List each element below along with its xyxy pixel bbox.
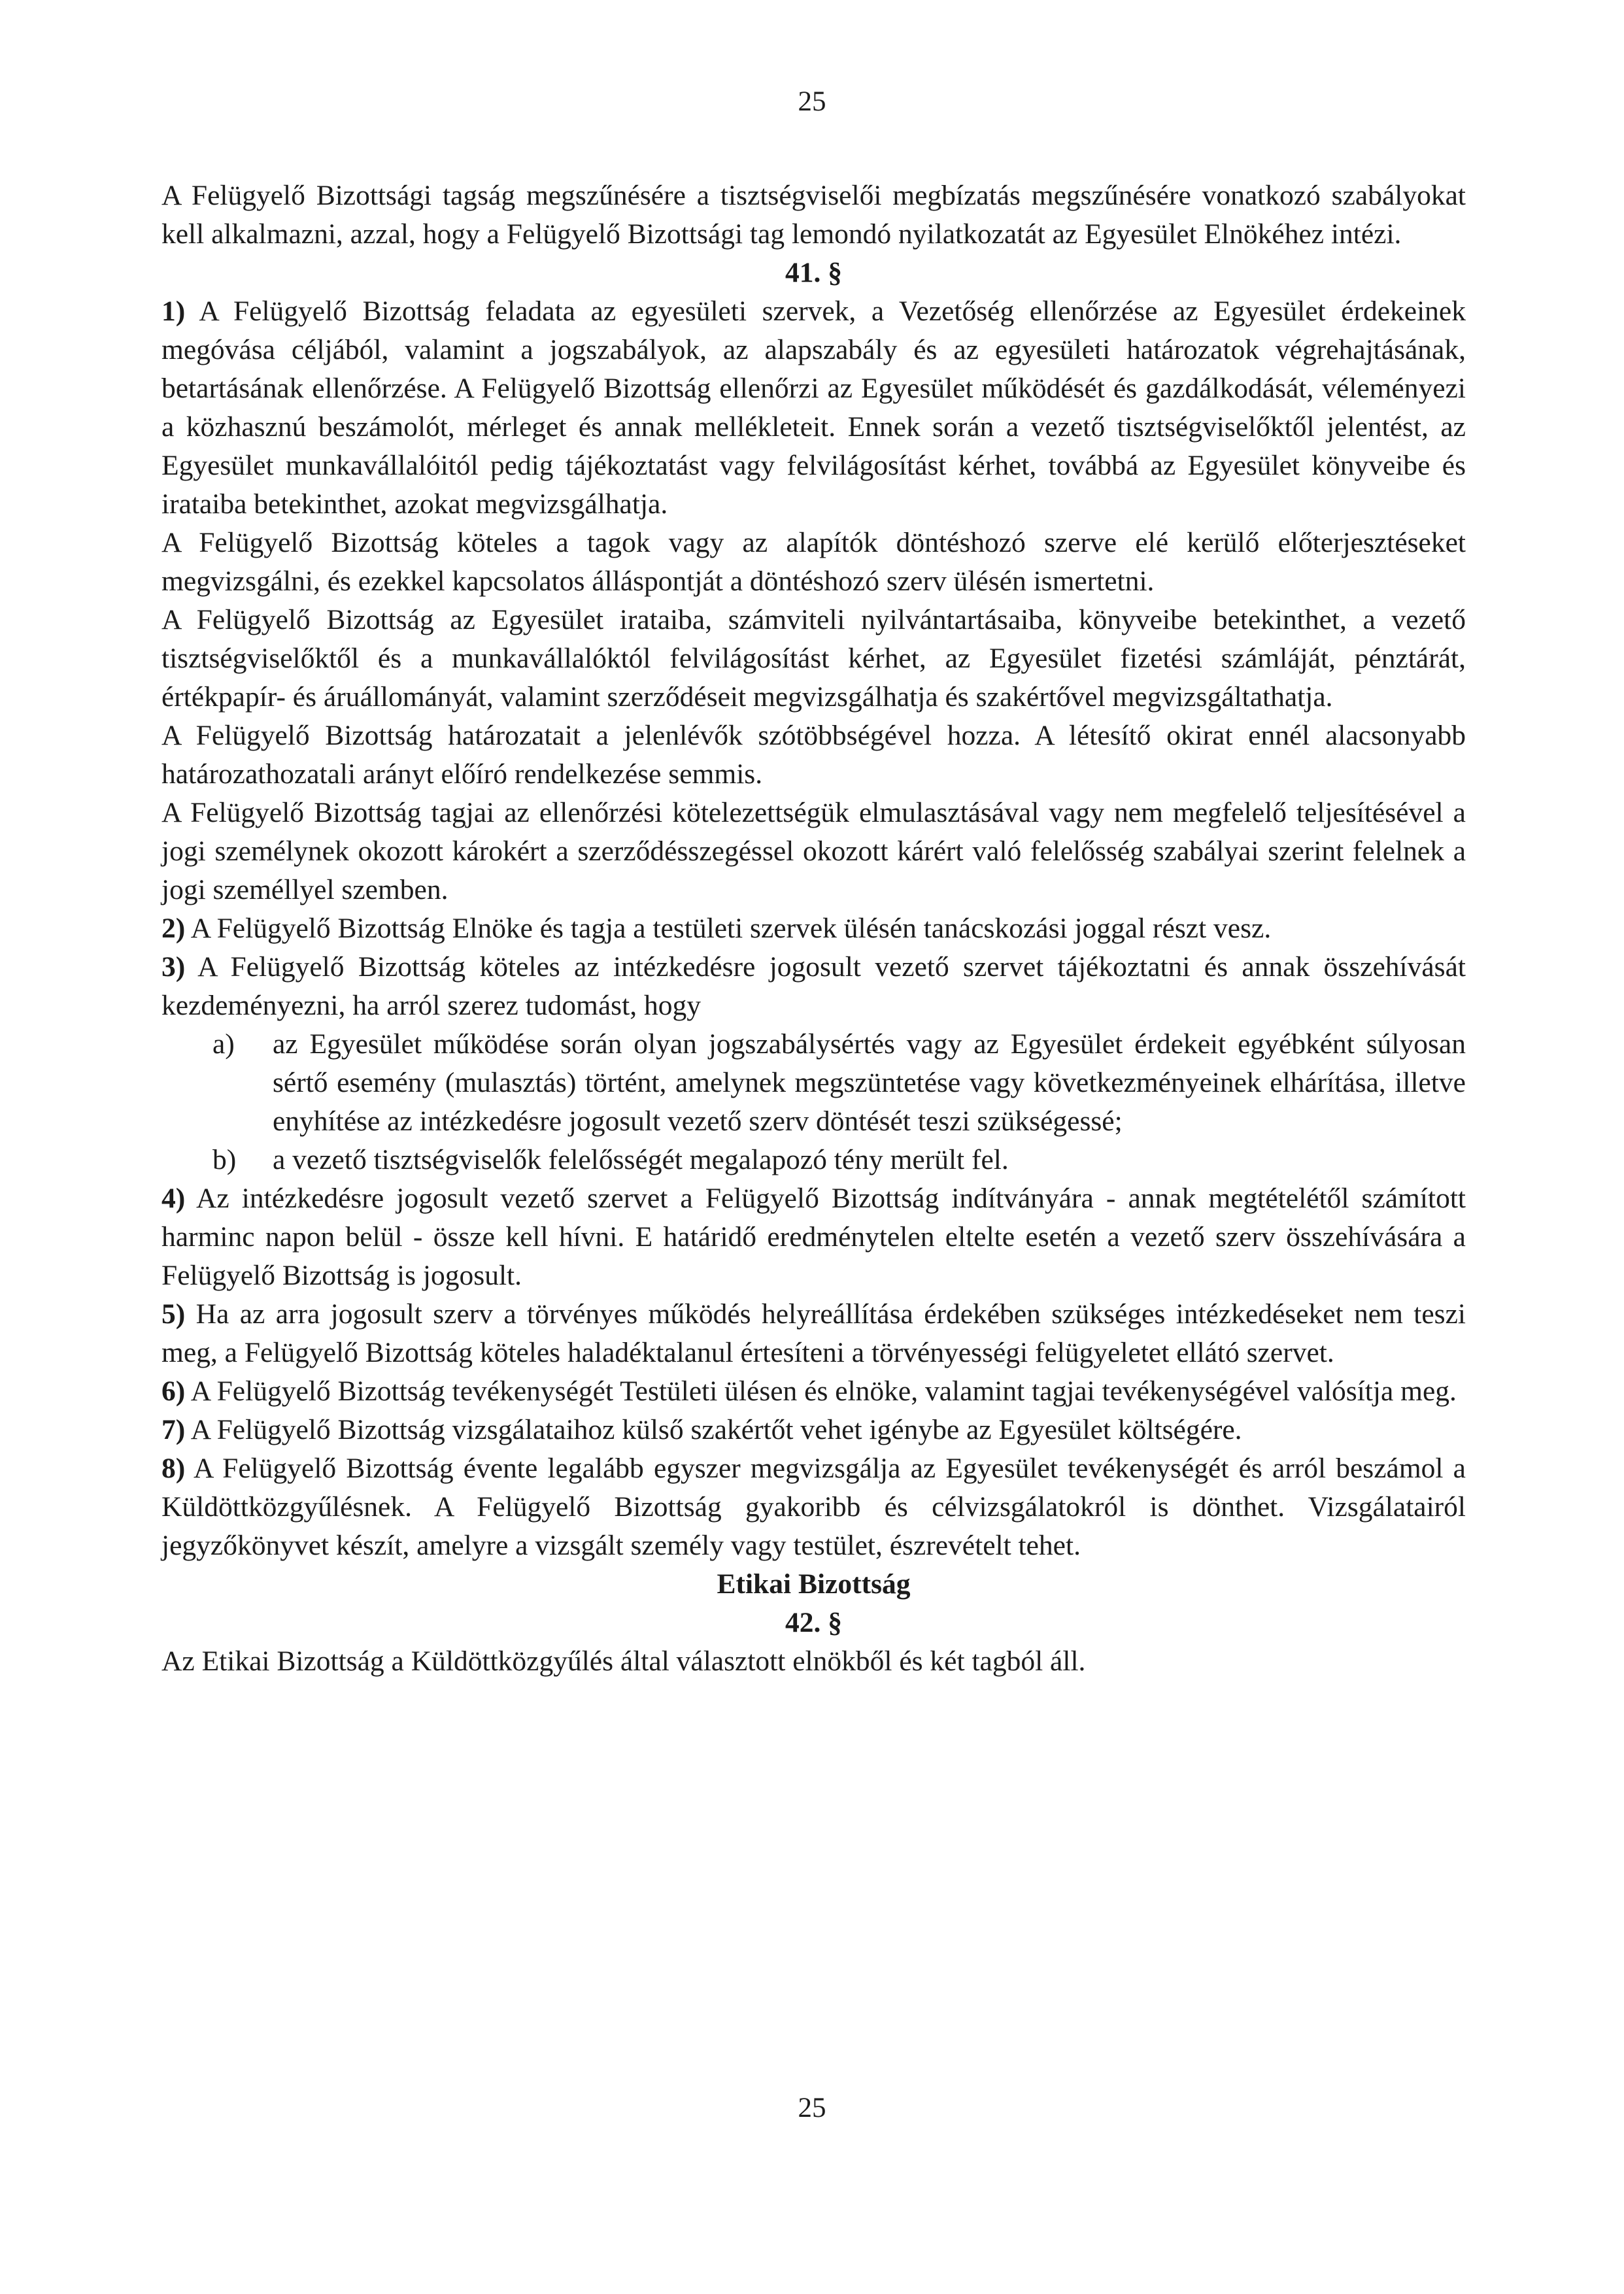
paragraph-text: A Felügyelő Bizottság tevékenységét Testületi ülésen és elnöke, valamint tagjai tevékenységével valósítja meg. [185,1375,1457,1407]
list-item-text: az Egyesület működése során olyan jogszabálysértés vagy az Egyesület érdekeit egyébként súlyosan sértő esemény (mulasztás) történt, amelynek megszüntetése vagy következményeinek elhárítása, illetve enyhítése az intézkedésre jogosult vezető szerv döntését teszi szükségessé; [273,1028,1466,1137]
page-number-top: 25 [798,86,826,117]
section-41-heading: 41. § [785,257,842,288]
paragraph-1e: A Felügyelő Bizottság tagjai az ellenőrzési kötelezettségük elmulasztásával vagy nem megfelelő teljesítésével a jogi személynek okozott károkért a szerződésszegéssel okozott kárért való felelősség szabályai szerint felelnek a jogi személlyel szemben. [161,797,1466,905]
intro-paragraph: A Felügyelő Bizottsági tagság megszűnésére a tisztségviselői megbízatás megszűnésére vonatkozó szabályokat kell alkalmazni, azzal, hogy a Felügyelő Bizottsági tag lemondó nyilatkozatát az Egyesület Elnökéhez intézi. [161,180,1466,250]
paragraph-1 [161,292,1466,524]
paragraph-number: 5) [161,1298,186,1330]
list-marker: a) [212,1028,235,1060]
paragraph-number: 1) [161,295,186,327]
ethics-committee-title: Etikai Bizottság [717,1568,911,1600]
paragraph-text: A Felügyelő Bizottság Elnöke és tagja a testületi szervek ülésén tanácskozási joggal részt vesz. [185,913,1272,944]
page-number-bottom: 25 [798,2093,826,2123]
paragraph-3 [161,948,1466,1025]
paragraph-number: 6) [161,1375,186,1407]
paragraph-text: Ha az arra jogosult szerv a törvényes működés helyreállítása érdekében szükséges intézkedéseket nem teszi meg, a Felügyelő Bizottság köteles haladéktalanul értesíteni a törvényességi felügyeletet ellátó szervet. [161,1298,1466,1368]
paragraph-number: 7) [161,1414,186,1445]
paragraph-7 [161,1411,1466,1449]
paragraph-1b: A Felügyelő Bizottság köteles a tagok vagy az alapítók döntéshozó szerve elé kerülő előterjesztéseket megvizsgálni, és ezekkel kapcsolatos álláspontját a döntéshozó szerv ülésén ismertetni. [161,527,1466,597]
paragraph-text: A Felügyelő Bizottság vizsgálataihoz külső szakértőt vehet igénybe az Egyesület költségére. [185,1414,1242,1445]
paragraph-5 [161,1295,1466,1372]
paragraph-text: A Felügyelő Bizottság köteles az intézkedésre jogosult vezető szervet tájékoztatni és annak összehívását kezdeményezni, ha arról szerez tudomást, hogy [161,951,1466,1021]
paragraph-text: Az intézkedésre jogosult vezető szervet a Felügyelő Bizottság indítványára - annak megtételétől számított harminc napon belül - össze kell hívni. E határidő eredménytelen eltelte esetén a vezető szerv összehívására a Felügyelő Bizottság is jogosult. [161,1183,1466,1291]
section-42-paragraph: Az Etikai Bizottság a Küldöttközgyűlés által választott elnökből és két tagból áll. [161,1645,1086,1677]
list-item-a [161,1025,1466,1141]
list-marker: b) [212,1144,237,1175]
list-item-b [161,1141,1466,1179]
paragraph-text: A Felügyelő Bizottság évente legalább egyszer megvizsgálja az Egyesület tevékenységét és arról beszámol a Küldöttközgyűlésnek. A Felügyelő Bizottság gyakoribb és célvizsgálatokról is dönthet. Vizsgálatairól jegyzőkönyvet készít, amelyre a vizsgált személy vagy testület, észrevételt tehet. [161,1453,1466,1561]
paragraph-text: A Felügyelő Bizottság feladata az egyesületi szervek, a Vezetőség ellenőrzése az Egyesület érdekeinek megóvása céljából, valamint a jogszabályok, az alapszabály és az egyesületi határozatok végrehajtásának, betartásának ellenőrzése. A Felügyelő Bizottság ellenőrzi az Egyesület működését és gazdálkodását, véleményezi a közhasznú beszámolót, mérleget és annak mellékleteit. Ennek során a vezető tisztségviselőktől jelentést, az Egyesület munkavállalóitól pedig tájékoztatást vagy felvilágosítást kérhet, továbbá az Egyesület könyveibe és irataiba betekinthet, azokat megvizsgálhatja. [161,295,1466,520]
list-item-text: a vezető tisztségviselők felelősségét megalapozó tény merült fel. [273,1144,1009,1175]
document-body [161,177,1466,1681]
paragraph-1d: A Felügyelő Bizottság határozatait a jelenlévők szótöbbségével hozza. A létesítő okirat ennél alacsonyabb határozathozatali arányt előíró rendelkezése semmis. [161,720,1466,790]
paragraph-number: 3) [161,951,186,983]
paragraph-1c: A Felügyelő Bizottság az Egyesület irataiba, számviteli nyilvántartásaiba, könyveibe betekinthet, a vezető tisztségviselőktől és a munkavállalóktól felvilágosítást kérhet, az Egyesület fizetési számláját, pénztárát, értékpapír- és áruállományát, valamint szerződéseit megvizsgálhatja és szakértővel megvizsgáltathatja. [161,604,1466,713]
paragraph-4 [161,1179,1466,1295]
paragraph-8 [161,1449,1466,1565]
paragraph-number: 8) [161,1453,186,1484]
section-42-heading: 42. § [785,1607,842,1638]
paragraph-number: 4) [161,1183,186,1214]
paragraph-2 [161,909,1466,948]
paragraph-6 [161,1372,1466,1411]
paragraph-number: 2) [161,913,186,944]
